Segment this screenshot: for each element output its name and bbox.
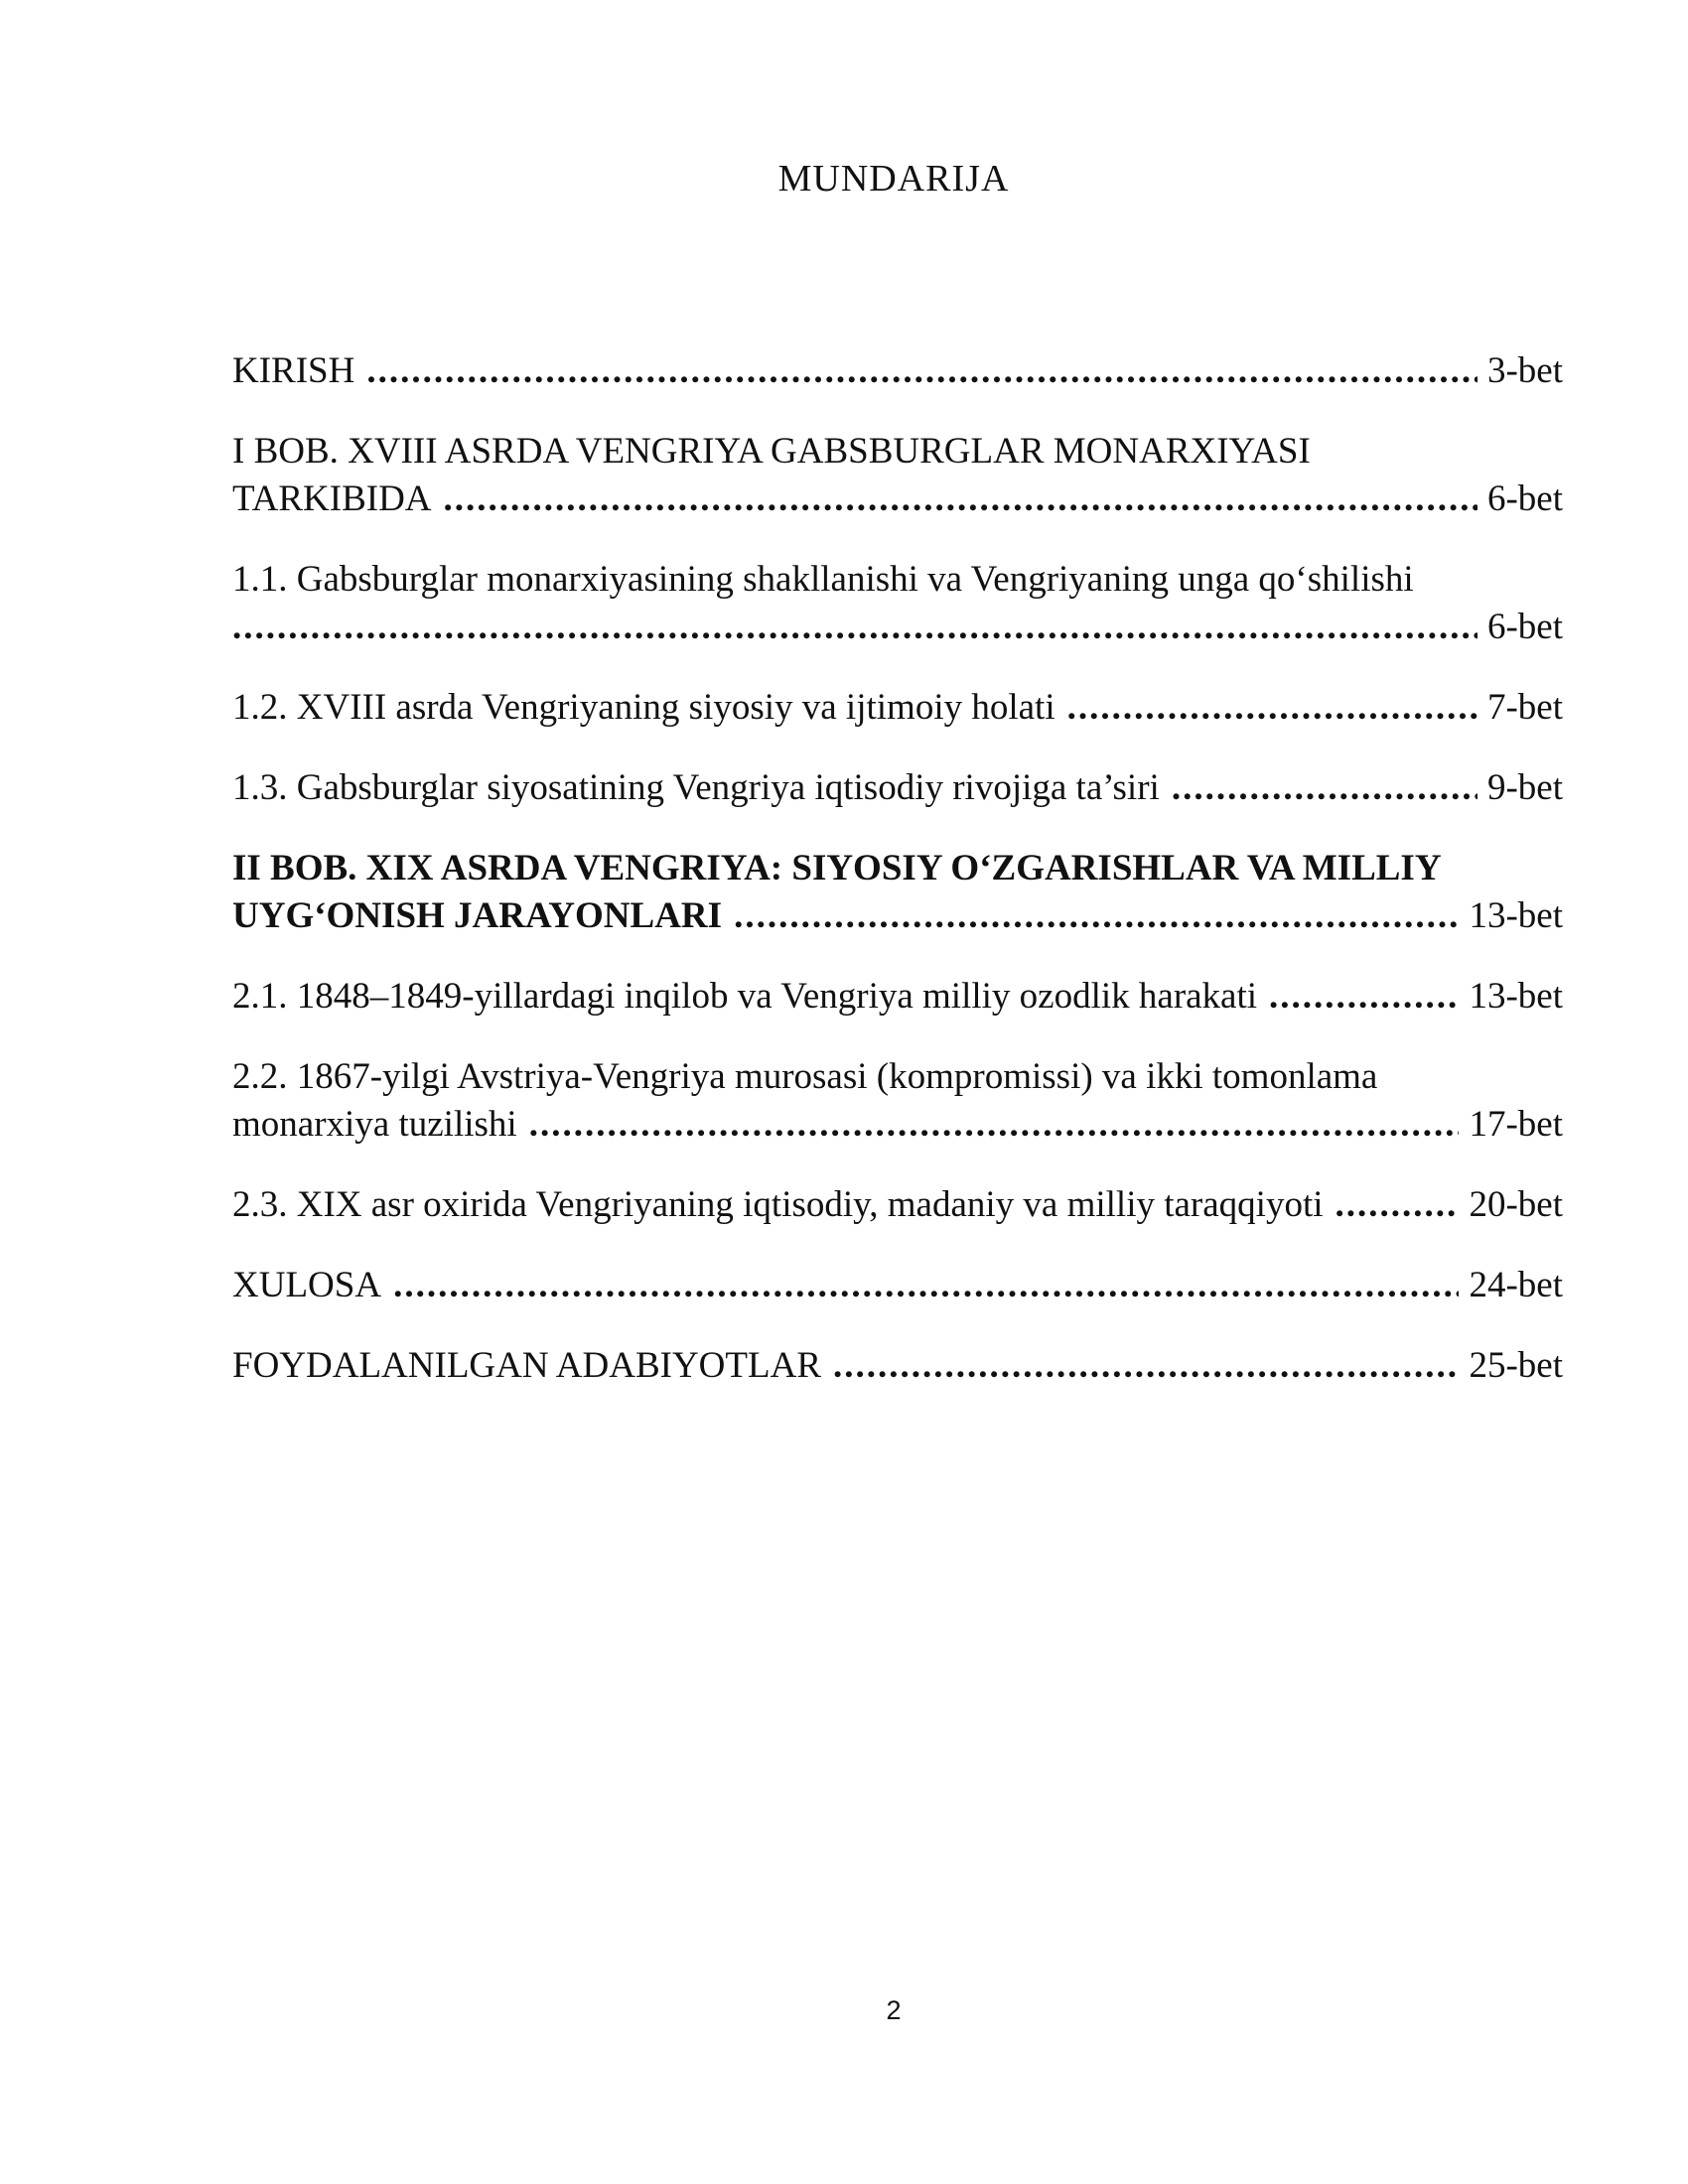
toc-entry-references[interactable]	[232, 1342, 1563, 1390]
toc-page-ref: 6-bet	[1486, 478, 1563, 519]
toc-page-ref: 24-bet	[1469, 1265, 1563, 1305]
toc-entry-chapter-1[interactable]	[232, 428, 1563, 523]
toc-page-ref: 25-bet	[1469, 1345, 1563, 1386]
toc-entry-1-3[interactable]	[232, 764, 1563, 812]
toc-page-ref: 7-bet	[1486, 687, 1563, 728]
toc-page-ref: 17-bet	[1469, 1104, 1563, 1145]
toc-entry-text: 1.1. Gabsburglar monarxiyasining shakllanishi va Vengriyaning unga qo‘shilishi	[232, 559, 1414, 600]
dot-leader	[366, 347, 1477, 395]
page-title: MUNDARIJA	[777, 158, 1010, 200]
toc-entry-text: KIRISH	[232, 350, 355, 391]
dot-leader	[444, 476, 1477, 523]
dot-leader	[734, 892, 1459, 940]
toc-entry-2-3[interactable]	[232, 1181, 1563, 1229]
toc-entry-text: 1.3. Gabsburglar siyosatining Vengriya iqtisodiy rivojiga ta’siri	[232, 767, 1160, 808]
toc-entry-chapter-2[interactable]	[232, 845, 1563, 940]
dot-leader	[1172, 764, 1477, 812]
toc-entry-text: XULOSA	[232, 1265, 382, 1305]
toc-entry-1-2[interactable]	[232, 684, 1563, 732]
toc-entry-text: 1.2. XVIII asrda Vengriyaning siyosiy va ijtimoiy holati	[232, 687, 1055, 728]
dot-leader	[232, 604, 1477, 651]
toc-entry-text-cont: monarxiya tuzilishi	[232, 1104, 517, 1145]
page-number: 2	[886, 1995, 902, 2025]
toc-entry-text: 2.1. 1848–1849-yillardagi inqilob va Vengriya milliy ozodlik harakati	[232, 976, 1258, 1017]
dot-leader	[833, 1342, 1459, 1390]
toc-entry-text: I BOB. XVIII ASRDA VENGRIYA GABSBURGLAR MONARXIYASI	[232, 431, 1311, 472]
toc-page-ref: 13-bet	[1469, 976, 1563, 1017]
toc-entry-text-cont: UYG‘ONISH JARAYONLARI	[232, 895, 723, 936]
dot-leader	[529, 1101, 1460, 1149]
toc-entry-text-cont: TARKIBIDA	[232, 478, 432, 519]
dot-leader	[1336, 1181, 1460, 1229]
toc-entry-2-1[interactable]	[232, 973, 1563, 1021]
table-of-contents	[232, 347, 1563, 1423]
toc-entry-text: II BOB. XIX ASRDA VENGRIYA: SIYOSIY O‘ZGARISHLAR VA MILLIY	[232, 848, 1442, 888]
toc-page-ref: 3-bet	[1486, 350, 1563, 391]
toc-entry-2-2[interactable]	[232, 1053, 1563, 1149]
toc-entry-xulosa[interactable]	[232, 1262, 1563, 1309]
dot-leader	[1269, 973, 1459, 1021]
toc-entry-kirish[interactable]	[232, 347, 1563, 395]
dot-leader	[393, 1262, 1459, 1309]
toc-page-ref: 9-bet	[1486, 767, 1563, 808]
toc-entry-1-1[interactable]	[232, 556, 1563, 651]
toc-entry-text: 2.3. XIX asr oxirida Vengriyaning iqtisodiy, madaniy va milliy taraqqiyoti	[232, 1184, 1324, 1225]
toc-page-ref: 20-bet	[1469, 1184, 1563, 1225]
dot-leader	[1067, 684, 1477, 732]
toc-page-ref: 6-bet	[1486, 607, 1563, 647]
toc-entry-text: FOYDALANILGAN ADABIYOTLAR	[232, 1345, 821, 1386]
toc-entry-text: 2.2. 1867-yilgi Avstriya-Vengriya murosasi (kompromissi) va ikki tomonlama	[232, 1056, 1378, 1097]
toc-page-ref: 13-bet	[1469, 895, 1563, 936]
